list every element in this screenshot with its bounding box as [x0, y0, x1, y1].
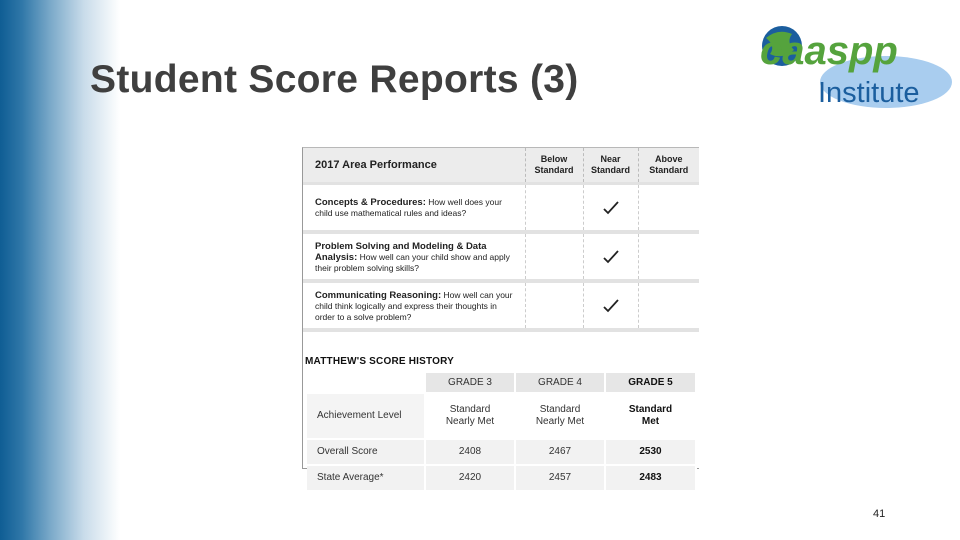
- checkmark-icon: [583, 184, 638, 233]
- grade-header: GRADE 3: [425, 373, 515, 393]
- checkmark-icon: [583, 232, 638, 281]
- col-below-standard: Below Standard: [525, 148, 583, 184]
- caaspp-institute-logo: [756, 20, 956, 112]
- achievement-level: Standard Nearly Met: [515, 393, 605, 439]
- area-description: Concepts & Procedures: How well does your child use mathematical rules and ideas?: [303, 184, 525, 233]
- score-cell: 2530: [605, 439, 696, 465]
- score-cell: 2467: [515, 439, 605, 465]
- score-cell: 2483: [605, 465, 696, 491]
- achievement-level: Standard Nearly Met: [425, 393, 515, 439]
- col-near-standard: Near Standard: [583, 148, 638, 184]
- row-label: State Average*: [307, 465, 425, 491]
- score-cell: 2408: [425, 439, 515, 465]
- area-header-row: [303, 148, 699, 184]
- area-row: [303, 184, 699, 233]
- row-label: Overall Score: [307, 439, 425, 465]
- checkmark-icon: [583, 281, 638, 330]
- score-cell: 2457: [515, 465, 605, 491]
- area-description: Problem Solving and Modeling & Data Analysis: How well can your child show and apply their problem solving skills?: [303, 232, 525, 281]
- area-row: [303, 232, 699, 281]
- page-number: 41: [873, 508, 886, 520]
- table-row: [307, 439, 696, 465]
- achievement-level: Standard Met: [605, 393, 696, 439]
- table-row: [307, 465, 696, 491]
- row-label: Achievement Level: [307, 393, 425, 439]
- grade-header-row: [307, 373, 696, 393]
- area-description: Communicating Reasoning: How well can your child think logically and express their thoughts in order to a solve problem?: [303, 281, 525, 330]
- area-row: [303, 281, 699, 330]
- score-cell: 2420: [425, 465, 515, 491]
- area-performance-table: [303, 148, 699, 332]
- col-above-standard: Above Standard: [638, 148, 699, 184]
- score-history-title: MATTHEW'S SCORE HISTORY: [305, 356, 455, 367]
- area-header: 2017 Area Performance: [303, 148, 525, 184]
- score-history-table: [307, 373, 697, 492]
- grade-header: GRADE 4: [515, 373, 605, 393]
- slide-title: Student Score Reports (3): [90, 58, 579, 101]
- score-report-image: [302, 147, 699, 483]
- logo-brand-text: caaspp: [760, 29, 898, 73]
- grade-header: GRADE 5: [605, 373, 696, 393]
- table-row: [307, 393, 696, 439]
- logo-sub-text: Institute: [818, 77, 920, 109]
